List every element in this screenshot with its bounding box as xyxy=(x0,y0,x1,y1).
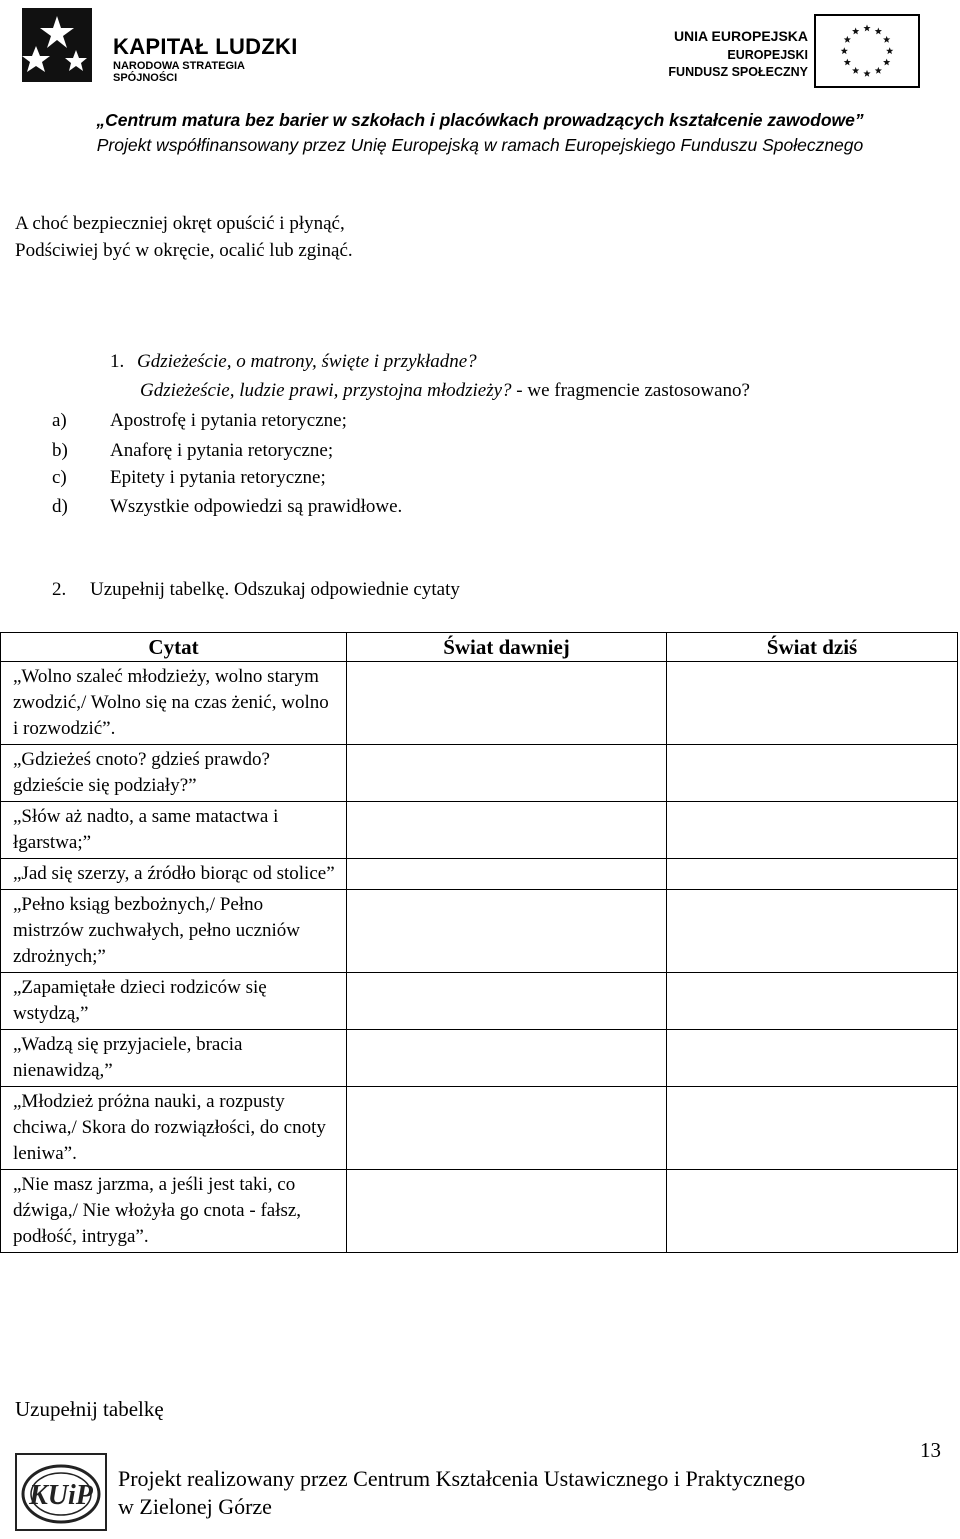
swiat-dawniej-cell[interactable] xyxy=(347,1087,667,1170)
question-1-line-1 xyxy=(110,349,477,375)
swiat-dawniej-cell[interactable] xyxy=(347,973,667,1030)
eu-star-icon xyxy=(883,36,890,43)
eu-star-icon xyxy=(841,47,848,54)
kuip-logo-icon xyxy=(14,1452,108,1532)
intro-line-1: A choć bezpieczniej okręt opuścić i płynąć, xyxy=(15,213,345,234)
eu-star-icon xyxy=(863,25,870,32)
quote-cell: „Słów aż nadto, a same matactwa i łgarstwa;” xyxy=(1,802,347,859)
swiat-dawniej-cell[interactable] xyxy=(347,859,667,890)
page-number: 13 xyxy=(920,1438,941,1462)
table-row xyxy=(1,745,958,802)
option-b-text: Anaforę i pytania retoryczne; xyxy=(110,440,334,461)
swiat-dzis-cell[interactable] xyxy=(667,1030,958,1087)
kapital-ludzki-mark-icon xyxy=(20,6,94,84)
eu-logo xyxy=(650,14,920,90)
eu-star-icon xyxy=(852,67,859,74)
eu-logo-line1: UNIA EUROPEJSKA xyxy=(673,28,808,44)
swiat-dzis-cell[interactable] xyxy=(667,802,958,859)
table-row xyxy=(1,1170,958,1253)
eu-logo-line2: EUROPEJSKI xyxy=(727,48,808,62)
eu-star-icon xyxy=(886,47,893,54)
kapital-ludzki-logo xyxy=(20,6,310,88)
header-swiat-dzis: Świat dziś xyxy=(667,633,958,662)
swiat-dawniej-cell[interactable] xyxy=(347,802,667,859)
option-a-letter: a) xyxy=(52,410,67,431)
table-row xyxy=(1,802,958,859)
project-title: „Centrum matura bez barier w szkołach i placówkach prowadzących kształcenie zawodowe” xyxy=(96,110,864,130)
eu-star-icon xyxy=(844,59,851,66)
quote-cell: „Wolno szaleć młodzieży, wolno starym zwodzić,/ Wolno się na czas żenić, wolno i rozwodzić”. xyxy=(1,662,347,745)
swiat-dzis-cell[interactable] xyxy=(667,1170,958,1253)
quote-cell: „Wadzą się przyjaciele, bracia nienawidzą,” xyxy=(1,1030,347,1087)
eu-star-icon xyxy=(844,36,851,43)
eu-star-icon xyxy=(863,70,870,77)
footer-project-line-2: w Zielonej Górze xyxy=(118,1494,272,1519)
question-1-prompt: - we fragmencie zastosowano? xyxy=(511,380,750,401)
question-1-number: 1. xyxy=(110,351,125,372)
question-1-quote-1: Gdzieżeście, o matrony, święte i przykładne? xyxy=(137,351,477,372)
swiat-dzis-cell[interactable] xyxy=(667,662,958,745)
eu-logo-line3: FUNDUSZ SPOŁECZNY xyxy=(668,65,808,79)
swiat-dzis-cell[interactable] xyxy=(667,745,958,802)
project-subtitle: Projekt współfinansowany przez Unię Europejską w ramach Europejskiego Funduszu Społecznego xyxy=(96,135,864,155)
eu-star-icon xyxy=(875,28,882,35)
quote-cell: „Młodzież próżna nauki, a rozpusty chciwa,/ Skora do rozwiązłości, do cnoty leniwa”. xyxy=(1,1087,347,1170)
footer-note: Uzupełnij tabelkę xyxy=(15,1397,164,1421)
option-d-letter: d) xyxy=(52,496,68,517)
option-d-text: Wszystkie odpowiedzi są prawidłowe. xyxy=(110,496,403,517)
option-b-letter: b) xyxy=(52,440,68,461)
table-row xyxy=(1,859,958,890)
quote-cell: „Jad się szerzy, a źródło biorąc od stolice” xyxy=(1,859,347,890)
question-1-line-2 xyxy=(140,378,750,404)
footer-project-line-1: Projekt realizowany przez Centrum Kształcenia Ustawicznego i Praktycznego xyxy=(118,1466,806,1491)
header-swiat-dawniej: Świat dawniej xyxy=(347,633,667,662)
question-2-number: 2. xyxy=(52,579,67,600)
kuip-logo-text: KUiP xyxy=(29,1480,93,1511)
quote-cell: „Nie masz jarzma, a jeśli jest taki, co dźwiga,/ Nie włożyła go cnota - fałsz, podłość, intryga”. xyxy=(1,1170,347,1253)
option-c-text: Epitety i pytania retoryczne; xyxy=(110,467,326,488)
table-row xyxy=(1,890,958,973)
option-c-letter: c) xyxy=(52,467,67,488)
swiat-dzis-cell[interactable] xyxy=(667,859,958,890)
eu-star-icon xyxy=(852,28,859,35)
swiat-dawniej-cell[interactable] xyxy=(347,745,667,802)
question-2-text: Uzupełnij tabelkę. Odszukaj odpowiednie cytaty xyxy=(90,579,460,600)
kapital-ludzki-subtitle: NARODOWA STRATEGIA SPÓJNOŚCI xyxy=(113,60,245,84)
eu-flag-icon xyxy=(814,14,920,88)
eu-star-icon xyxy=(875,67,882,74)
swiat-dawniej-cell[interactable] xyxy=(347,890,667,973)
quote-cell: „Zapamiętałe dzieci rodziców się wstydzą,” xyxy=(1,973,347,1030)
swiat-dawniej-cell[interactable] xyxy=(347,1030,667,1087)
table-row xyxy=(1,1087,958,1170)
quotes-table xyxy=(0,632,958,1253)
table-row xyxy=(1,662,958,745)
intro-line-2: Podściwiej być w okręcie, ocalić lub zginąć. xyxy=(15,240,353,261)
quote-cell: „Gdzieżeś cnoto? gdzieś prawdo? gdzieście się podziały?” xyxy=(1,745,347,802)
table-header-row xyxy=(1,633,958,662)
table-row xyxy=(1,973,958,1030)
kapital-ludzki-title: KAPITAŁ LUDZKI xyxy=(113,34,298,59)
swiat-dzis-cell[interactable] xyxy=(667,890,958,973)
option-a-text: Apostrofę i pytania retoryczne; xyxy=(110,410,347,431)
table-row xyxy=(1,1030,958,1087)
question-1-quote-2: Gdzieżeście, ludzie prawi, przystojna młodzieży? xyxy=(140,380,512,401)
swiat-dawniej-cell[interactable] xyxy=(347,1170,667,1253)
swiat-dzis-cell[interactable] xyxy=(667,973,958,1030)
swiat-dawniej-cell[interactable] xyxy=(347,662,667,745)
swiat-dzis-cell[interactable] xyxy=(667,1087,958,1170)
quote-cell: „Pełno ksiąg bezbożnych,/ Pełno mistrzów zuchwałych, pełno uczniów zdrożnych;” xyxy=(1,890,347,973)
eu-star-icon xyxy=(883,59,890,66)
header-cytat: Cytat xyxy=(1,633,347,662)
